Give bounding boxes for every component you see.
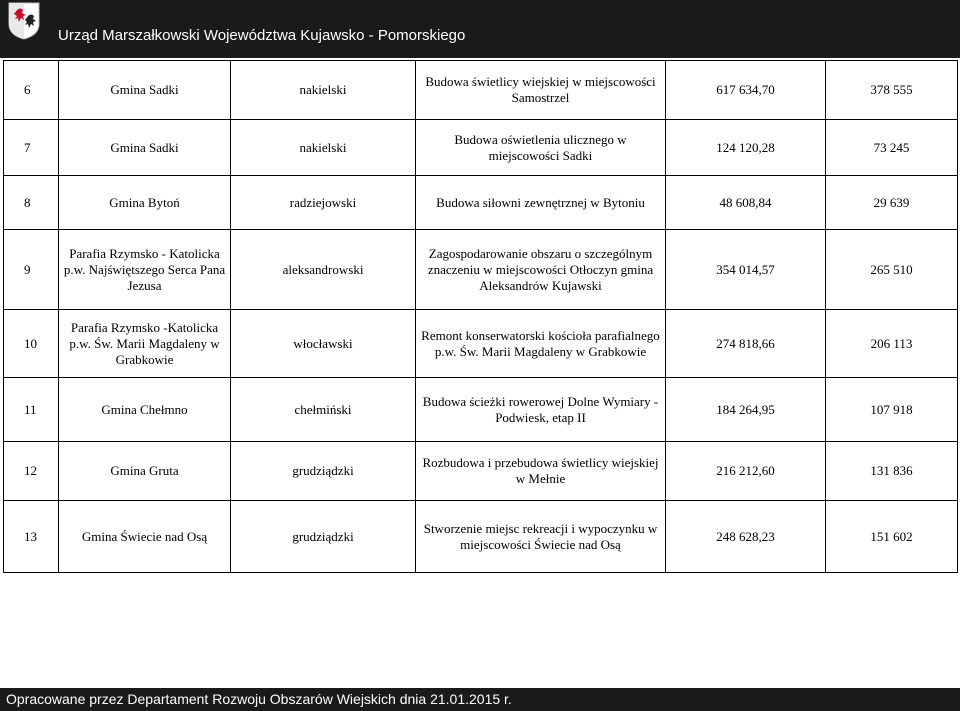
county-cell: nakielski [231, 120, 416, 176]
row-number: 11 [4, 378, 59, 442]
beneficiary-cell: Parafia Rzymsko -Katolicka p.w. Św. Marii Magdaleny w Grabkowie [59, 310, 231, 378]
project-cell: Budowa świetlicy wiejskiej w miejscowości Samostrzel [416, 61, 666, 120]
row-number: 8 [4, 176, 59, 230]
grants-table [3, 60, 958, 573]
beneficiary-cell: Gmina Świecie nad Osą [59, 501, 231, 573]
grant-cell: 378 555 [826, 61, 958, 120]
office-title: Urząd Marszałkowski Województwa Kujawsko - Pomorskiego [58, 27, 466, 44]
total-cost-cell: 48 608,84 [666, 176, 826, 230]
total-cost-cell: 248 628,23 [666, 501, 826, 573]
county-cell: grudziądzki [231, 501, 416, 573]
row-number: 7 [4, 120, 59, 176]
project-cell: Zagospodarowanie obszaru o szczególnym znaczeniu w miejscowości Otłoczyn gmina Aleksandrów Kujawski [416, 230, 666, 310]
county-cell: chełmiński [231, 378, 416, 442]
row-number: 12 [4, 442, 59, 501]
project-cell: Budowa siłowni zewnętrznej w Bytoniu [416, 176, 666, 230]
beneficiary-cell: Parafia Rzymsko - Katolicka p.w. Najświętszego Serca Pana Jezusa [59, 230, 231, 310]
county-cell: grudziądzki [231, 442, 416, 501]
table-row [4, 501, 958, 573]
beneficiary-cell: Gmina Bytoń [59, 176, 231, 230]
total-cost-cell: 617 634,70 [666, 61, 826, 120]
table-row [4, 230, 958, 310]
beneficiary-cell: Gmina Gruta [59, 442, 231, 501]
grant-cell: 73 245 [826, 120, 958, 176]
row-number: 13 [4, 501, 59, 573]
page-header [0, 0, 960, 58]
project-cell: Remont konserwatorski kościoła parafialnego p.w. Św. Marii Magdaleny w Grabkowie [416, 310, 666, 378]
total-cost-cell: 216 212,60 [666, 442, 826, 501]
project-cell: Stworzenie miejsc rekreacji i wypoczynku w miejscowości Świecie nad Osą [416, 501, 666, 573]
footer-note: Opracowane przez Departament Rozwoju Obszarów Wiejskich dnia 21.01.2015 r. [6, 691, 512, 707]
page-footer [0, 688, 960, 711]
total-cost-cell: 274 818,66 [666, 310, 826, 378]
grant-cell: 151 602 [826, 501, 958, 573]
total-cost-cell: 184 264,95 [666, 378, 826, 442]
project-cell: Budowa oświetlenia ulicznego w miejscowości Sadki [416, 120, 666, 176]
table-row [4, 61, 958, 120]
table-row [4, 176, 958, 230]
table-row [4, 310, 958, 378]
grant-cell: 265 510 [826, 230, 958, 310]
county-cell: radziejowski [231, 176, 416, 230]
county-cell: włocławski [231, 310, 416, 378]
county-cell: nakielski [231, 61, 416, 120]
table-row [4, 442, 958, 501]
table-row [4, 120, 958, 176]
total-cost-cell: 124 120,28 [666, 120, 826, 176]
table-row [4, 378, 958, 442]
beneficiary-cell: Gmina Sadki [59, 61, 231, 120]
row-number: 9 [4, 230, 59, 310]
county-cell: aleksandrowski [231, 230, 416, 310]
beneficiary-cell: Gmina Sadki [59, 120, 231, 176]
project-cell: Budowa ścieżki rowerowej Dolne Wymiary - Podwiesk, etap II [416, 378, 666, 442]
row-number: 6 [4, 61, 59, 120]
grant-cell: 131 836 [826, 442, 958, 501]
project-cell: Rozbudowa i przebudowa świetlicy wiejskiej w Mełnie [416, 442, 666, 501]
eagle-crest-icon [8, 2, 40, 40]
row-number: 10 [4, 310, 59, 378]
beneficiary-cell: Gmina Chełmno [59, 378, 231, 442]
grant-cell: 107 918 [826, 378, 958, 442]
total-cost-cell: 354 014,57 [666, 230, 826, 310]
grant-cell: 206 113 [826, 310, 958, 378]
grant-cell: 29 639 [826, 176, 958, 230]
